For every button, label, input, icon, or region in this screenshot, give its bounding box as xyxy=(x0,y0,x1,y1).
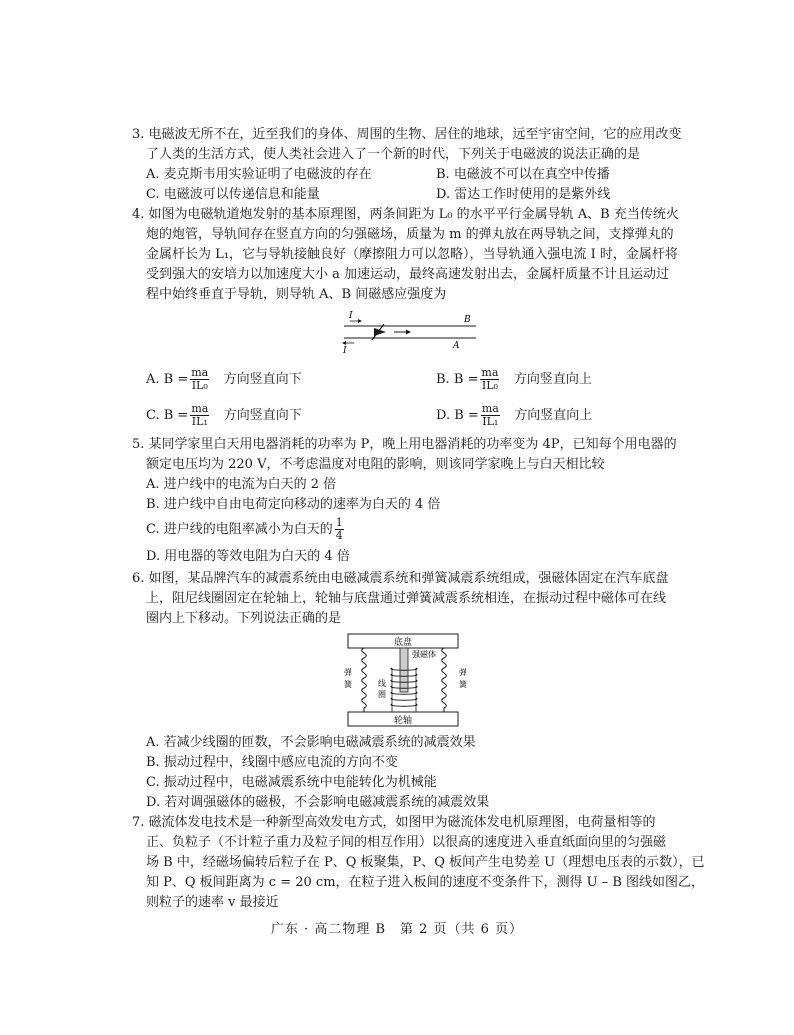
q4-option-a-prefix: A. B = xyxy=(146,372,189,387)
q5-option-c-fraction xyxy=(335,517,344,542)
q4-option-d xyxy=(436,402,592,430)
q7-stem-line2: 正、负粒子（不计粒子重力及粒子间的相互作用）以很高的速度进入垂直纸面向里的匀强磁 xyxy=(146,835,667,850)
q4-option-c xyxy=(146,402,302,430)
q4-option-b-prefix: B. B = xyxy=(436,372,479,387)
q4-option-a-fraction xyxy=(190,367,209,392)
q4-stem-line1: 4. 如图为电磁轨道炮发射的基本原理图，两条间距为 L₀ 的水平平行金属导轨 A、B 充当传统火 xyxy=(132,207,679,222)
label-i-top: I xyxy=(349,311,353,321)
q4-option-a xyxy=(146,366,302,394)
q4-stem-line2: 炮的炮管，导轨间存在竖直方向的匀强磁场，质量为 m 的弹丸放在两导轨之间，支撑弹丸的 xyxy=(146,227,674,242)
label-chassis: 底盘 xyxy=(393,638,413,648)
label-b: B xyxy=(464,315,471,325)
q5-option-b: B. 进户线中自由电荷定向移动的速率为白天的 4 倍 xyxy=(146,497,441,512)
q5-stem-line1: 5. 某同学家里白天用电器消耗的功率为 P，晚上用电器消耗的功率变为 4P，已知每个用电器的 xyxy=(132,437,677,452)
q5-option-c-text: C. 进户线的电阻率减小为白天的 xyxy=(146,522,333,537)
q6-option-c: C. 振动过程中，电磁减震系统中电能转化为机械能 xyxy=(146,775,437,790)
q6-option-d: D. 若对调强磁体的磁极，不会影响电磁减震系统的减震效果 xyxy=(146,795,490,810)
fraction-numerator: ma xyxy=(481,366,499,379)
fraction-denominator: IL₀ xyxy=(191,379,208,392)
label-magnet: 强磁体 xyxy=(412,650,436,659)
q7-stem-line4: 知 P、Q 板间距离为 c = 20 cm，在粒子进入板间的速度不变条件下，测得 U – B 图线如图乙， xyxy=(146,875,705,890)
q5-option-c xyxy=(146,516,346,544)
q6-stem-line2: 上，阻尼线圈固定在轮轴上，轮轴与底盘通过弹簧减震系统相连，在振动过程中磁体可在线 xyxy=(146,591,667,606)
label-coil-2: 圈 xyxy=(378,690,386,699)
motion-arrow-head xyxy=(406,330,411,335)
q5-stem-line2: 额定电压均为 220 V，不考虑温度对电阻的影响，则该同学家晚上与白天相比较 xyxy=(146,457,605,472)
label-spring-left-2: 簧 xyxy=(344,680,352,689)
q3-option-b: B. 电磁波不可以在真空中传播 xyxy=(436,167,610,182)
q6-option-a: A. 若减少线圈的匝数，不会影响电磁减震系统的减震效果 xyxy=(146,735,476,750)
q4-stem-line5: 程中始终垂直于导轨，则导轨 A、B 间磁感应强度为 xyxy=(146,287,447,302)
q3-stem-line2: 了人类的生活方式，使人类社会进入了一个新的时代，下列关于电磁波的说法正确的是 xyxy=(146,147,641,162)
q7-stem-line1: 7. 磁流体发电技术是一种新型高效发电方式，如图甲为磁流体发电机原理图，电荷量相等的 xyxy=(132,815,656,830)
q5-option-a: A. 进户线中的电流为白天的 2 倍 xyxy=(146,477,337,492)
label-spring-left-1: 弹 xyxy=(344,668,352,677)
fraction-denominator: IL₁ xyxy=(191,415,208,428)
label-axle: 轮轴 xyxy=(393,716,413,726)
q4-stem-line4: 受到强大的安培力以加速度大小 a 加速运动，最终高速发射出去，金属杆质量不计且运动过 xyxy=(146,267,670,282)
current-arrow-bottom-head xyxy=(342,341,346,345)
q4-option-b xyxy=(436,366,592,394)
q6-option-b: B. 振动过程中，线圈中感应电流的方向不变 xyxy=(146,755,398,770)
label-coil-1: 线 xyxy=(378,679,386,688)
fraction-numerator: ma xyxy=(481,402,499,415)
page-footer: 广东 · 高二物理 B 第 2 页（共 6 页） xyxy=(270,922,524,937)
label-a: A xyxy=(453,341,460,351)
left-spring xyxy=(362,648,367,712)
q4-stem-line3: 金属杆长为 L₁，它与导轨接触良好（摩擦阻力可以忽略），当导轨通入强电流 I 时，金属杆将 xyxy=(146,247,678,262)
q3-option-d: D. 雷达工作时使用的是紫外线 xyxy=(436,187,611,202)
suspension-diagram xyxy=(336,630,476,730)
right-spring xyxy=(442,648,447,712)
q4-option-c-fraction xyxy=(190,403,209,428)
q4-option-d-direction: 方向竖直向上 xyxy=(514,408,593,423)
fraction-denominator: 4 xyxy=(335,529,343,542)
q4-option-c-direction: 方向竖直向下 xyxy=(223,408,302,423)
fraction-denominator: IL₁ xyxy=(482,415,499,428)
q6-stem-line3: 圈内上下移动。下列说法正确的是 xyxy=(146,611,342,626)
q3-option-a: A. 麦克斯韦用实验证明了电磁波的存在 xyxy=(146,167,372,182)
q7-stem-line5: 则粒子的速率 v 最接近 xyxy=(146,895,279,910)
q4-option-d-fraction xyxy=(481,403,500,428)
q4-option-c-prefix: C. B = xyxy=(146,408,189,423)
current-arrow-top-head xyxy=(358,319,362,323)
label-i-bottom: I xyxy=(343,346,347,356)
fraction-numerator: ma xyxy=(191,366,209,379)
q6-stem-line1: 6. 如图，某品牌汽车的减震系统由电磁减震系统和弹簧减震系统组成，强磁体固定在汽车底盘 xyxy=(132,571,669,586)
q4-option-b-fraction xyxy=(480,367,499,392)
q3-option-c: C. 电磁波可以传递信息和能量 xyxy=(146,187,320,202)
label-spring-right-1: 弹 xyxy=(459,668,467,677)
q5-option-d: D. 用电器的等效电阻为白天的 4 倍 xyxy=(146,549,350,564)
q4-option-a-direction: 方向竖直向下 xyxy=(223,372,302,387)
fraction-numerator: ma xyxy=(191,402,209,415)
fraction-numerator: 1 xyxy=(335,516,343,529)
q4-option-d-prefix: D. B = xyxy=(436,408,479,423)
label-spring-right-2: 簧 xyxy=(459,680,467,689)
q3-stem-line1: 3. 电磁波无所不在，近至我们的身体、周围的生物、居住的地球，远至宇宙空间，它的应用改变 xyxy=(132,127,682,142)
q4-option-b-direction: 方向竖直向上 xyxy=(513,372,592,387)
railgun-diagram xyxy=(336,308,486,356)
fraction-denominator: IL₀ xyxy=(481,379,498,392)
q7-stem-line3: 场 B 中，经磁场偏转后粒子在 P、Q 板聚集，P、Q 板间产生电势差 U（理想电压表的示数），已 xyxy=(146,855,705,870)
